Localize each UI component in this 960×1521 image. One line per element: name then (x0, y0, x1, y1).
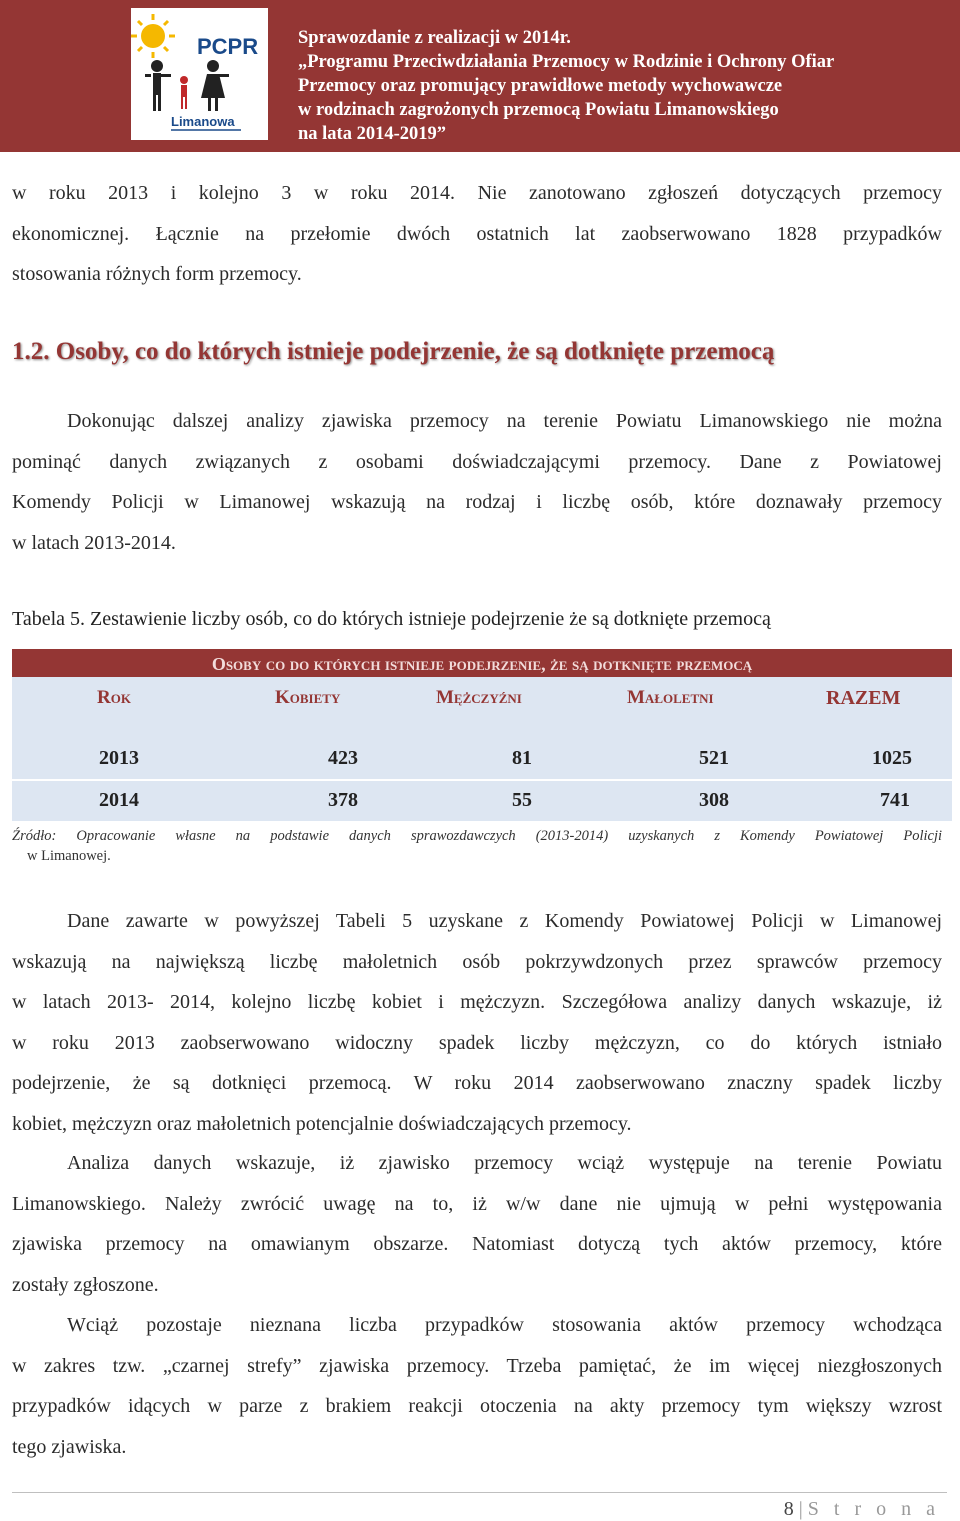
section-heading: 1.2. Osoby, co do których istnieje podejrzenie, że są dotknięte przemocą (12, 338, 775, 365)
cell-minors: 521 (699, 747, 729, 769)
text-line: Analiza danych wskazuje, iż zjawisko przemocy wciąż występuje na terenie Powiatu (67, 1152, 942, 1174)
column-header-women: Kobiety (275, 687, 341, 708)
text-line: Dokonując dalszej analizy zjawiska przemocy na terenie Powiatu Limanowskiego nie można (67, 410, 942, 432)
text-line: Limanowskiego. Należy zwrócić uwagę na to, iż w/w dane nie ujmują w pełni występowania (12, 1192, 942, 1215)
column-header-total: RAZEM (826, 687, 901, 709)
source-line: Źródło: Opracowanie własne na podstawie danych sprawozdawczych (2013-2014) uzyskanych z Komendy Powiatowej Policji (12, 828, 942, 844)
table-title: Osoby co do których istnieje podejrzenie, że są dotknięte przemocą (211, 654, 753, 674)
header-line: Przemocy oraz promujący prawidłowe metody wychowawcze (298, 76, 783, 96)
section-paragraph (12, 401, 942, 563)
pcpr-logo-graphic (131, 8, 268, 140)
text-line: stosowania różnych form przemocy. (12, 263, 302, 285)
text-line: tego zjawiska. (12, 1435, 127, 1458)
text-line: kobiet, mężczyzn oraz małoletnich potencjalnie doświadczających przemocy. (12, 1112, 632, 1135)
source-line: w Limanowej. (27, 848, 111, 864)
cell-minors: 308 (699, 789, 729, 811)
header-line: w rodzinach zagrożonych przemocą Powiatu Limanowskiego (298, 100, 779, 120)
logo-text: PCPR (197, 34, 259, 59)
cell-women: 423 (328, 747, 358, 769)
text-line: Wciąż pozostaje nieznana liczba przypadków stosowania aktów przemocy wchodząca (67, 1314, 942, 1336)
column-header-men: Mężczyźni (436, 687, 522, 708)
table-header-row (12, 677, 952, 744)
text-line: wskazują na największą liczbę małoletnich osób pokrzywdzonych przez sprawców przemocy (12, 950, 942, 973)
footer-label: S t r o n a (807, 1498, 940, 1520)
header-line: „Programu Przeciwdziałania Przemocy w Rodzinie i Ochrony Ofiar (298, 52, 835, 72)
header-title-block (298, 26, 834, 146)
text-line: zjawiska przemocy na omawianym obszarze. Natomiast dotyczą tych aktów przemocy, które (12, 1233, 942, 1255)
text-line: w latach 2013- 2014, kolejno liczbę kobiet i mężczyzn. Szczegółowa analizy danych wskazuje, iż (12, 991, 942, 1013)
text-line: w roku 2013 zaobserwowano widoczny spadek liczby mężczyzn, co do których istniało (12, 1031, 942, 1054)
cell-women: 378 (328, 789, 358, 811)
table-row (12, 781, 952, 821)
text-line: w zakres tzw. „czarnej strefy” zjawiska przemocy. Trzeba pamiętać, że im więcej niezgłoszonych (12, 1354, 942, 1377)
cell-men: 55 (512, 789, 532, 811)
body-paragraph (12, 1143, 942, 1305)
text-line: Dane zawarte w powyższej Tabeli 5 uzyskane z Komendy Powiatowej Policji w Limanowej (67, 910, 942, 932)
table-caption: Tabela 5. Zestawienie liczby osób, co do których istnieje podejrzenie że są dotknięte przemocą (12, 608, 771, 630)
text-line: przypadków idących w parze z brakiem reakcji otoczenia na akty przemocy tym większy wzrost (12, 1395, 942, 1417)
table-row (12, 739, 952, 779)
text-line: zostały zgłoszone. (12, 1273, 159, 1296)
pcpr-logo (131, 8, 268, 140)
cell-total: 1025 (872, 747, 912, 769)
text-line: w latach 2013-2014. (12, 531, 176, 554)
footer-separator: | (793, 1498, 808, 1520)
intro-paragraph (12, 173, 942, 295)
page-number: 8 (783, 1498, 794, 1520)
family-icon (145, 60, 229, 111)
column-header-year: Rok (97, 687, 131, 708)
page-footer (784, 1498, 940, 1521)
header-line: na lata 2014-2019” (298, 124, 446, 144)
table-title-band (12, 649, 952, 677)
text-line: pominąć danych związanych z osobami doświadczającymi przemocy. Dane z Powiatowej (12, 450, 942, 473)
body-paragraph (12, 901, 942, 1144)
sun-icon (131, 14, 175, 58)
header-line: Sprawozdanie z realizacji w 2014r. (298, 28, 571, 48)
cell-year: 2013 (99, 747, 139, 769)
page-header (0, 0, 960, 152)
cell-men: 81 (512, 747, 532, 769)
text-line: Komendy Policji w Limanowej wskazują na rodzaj i liczbę osób, które doznawały przemocy (12, 491, 942, 513)
cell-year: 2014 (99, 789, 139, 811)
logo-subtext: Limanowa (171, 114, 235, 129)
column-header-minors: Małoletni (627, 687, 714, 708)
text-line: w roku 2013 i kolejno 3 w roku 2014. Nie zanotowano zgłoszeń dotyczących przemocy (12, 182, 942, 204)
cell-total: 741 (880, 789, 910, 811)
text-line: ekonomicznej. Łącznie na przełomie dwóch ostatnich lat zaobserwowano 1828 przypadków (12, 222, 942, 245)
footer-divider (12, 1492, 947, 1493)
body-paragraph (12, 1305, 942, 1467)
text-line: podejrzenie, że są dotknięci przemocą. W roku 2014 zaobserwowano znaczny spadek liczby (12, 1072, 942, 1094)
table-source-note (12, 826, 942, 866)
